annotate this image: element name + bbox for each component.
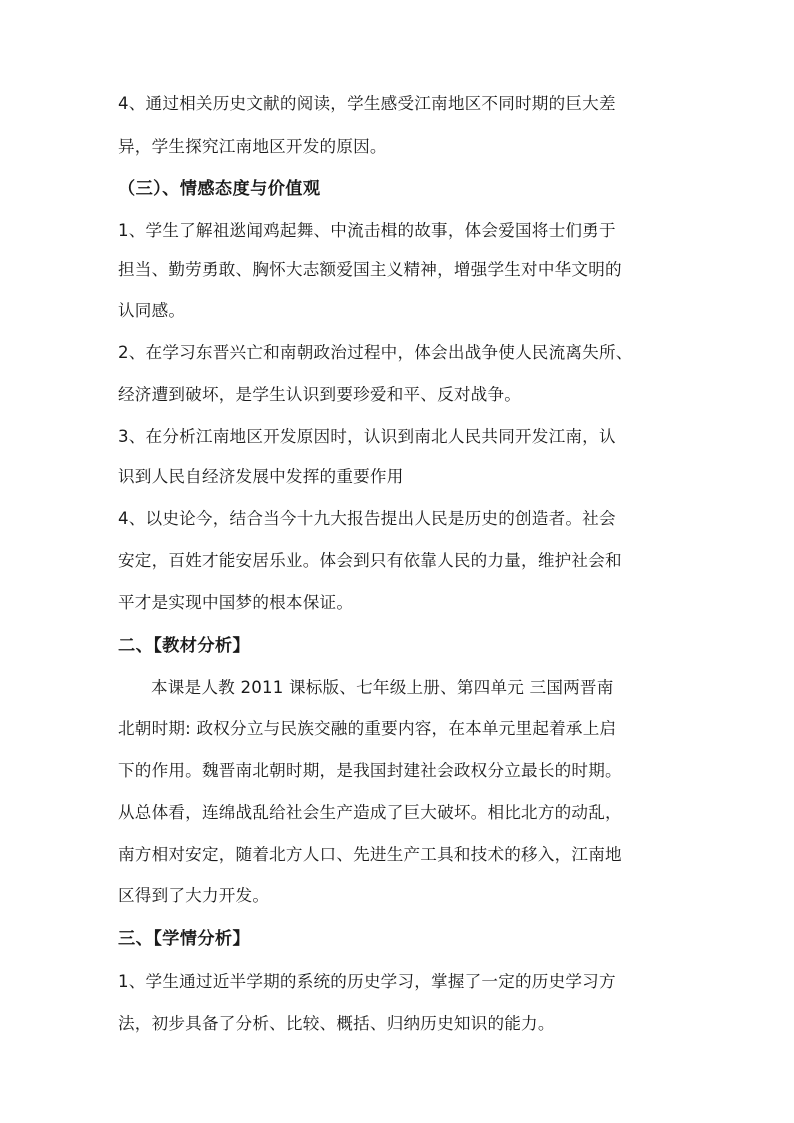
attitude-1-line-2: 担当、勤劳勇敢、胸怀大志额爱国主义精神，增强学生对中华文明的 <box>118 260 622 279</box>
attitude-4-line-3: 平才是实现中国梦的根本保证。 <box>118 593 354 612</box>
textbook-paragraph-line-2: 北朝时期: 政权分立与民族交融的重要内容，在本单元里起着承上启 <box>118 719 617 738</box>
textbook-paragraph-line-3: 下的作用。魏晋南北朝时期，是我国封建社会政权分立最长的时期。 <box>118 761 622 780</box>
attitude-1-line-3: 认同感。 <box>118 301 186 320</box>
attitude-2-line-1: 2、在学习东晋兴亡和南朝政治过程中，体会出战争使人民流离失所、 <box>118 343 633 362</box>
learner-analysis-heading: 三、【学情分析】 <box>118 929 251 949</box>
learner-1-line-1: 1、学生通过近半学期的系统的历史学习，掌握了一定的历史学习方 <box>118 972 616 991</box>
textbook-paragraph-line-5: 南方相对安定，随着北方人口、先进生产工具和技术的移入，江南地 <box>118 845 622 864</box>
objective-4-line-2: 异，学生探究江南地区开发的原因。 <box>118 137 387 156</box>
section-3-heading: （三）、情感态度与价值观 <box>118 179 321 199</box>
attitude-1-line-1: 1、学生了解祖逖闻鸡起舞、中流击楫的故事，体会爱国将士们勇于 <box>118 221 616 240</box>
textbook-analysis-heading: 二、【教材分析】 <box>118 636 251 656</box>
attitude-3-line-2: 识到人民自经济发展中发挥的重要作用 <box>118 467 404 486</box>
objective-4-line-1: 4、通过相关历史文献的阅读，学生感受江南地区不同时期的巨大差 <box>118 94 616 113</box>
attitude-2-line-2: 经济遭到破坏，是学生认识到要珍爱和平、反对战争。 <box>118 385 522 404</box>
textbook-paragraph-line-1: 本课是人教 2011 课标版、七年级上册、第四单元 三国两晋南 <box>151 678 614 697</box>
attitude-4-line-2: 安定，百姓才能安居乐业。体会到只有依靠人民的力量，维护社会和 <box>118 551 622 570</box>
attitude-3-line-1: 3、在分析江南地区开发原因时，认识到南北人民共同开发江南，认 <box>118 427 616 446</box>
textbook-paragraph-line-6: 区得到了大力开发。 <box>118 886 270 905</box>
textbook-paragraph-line-4: 从总体看，连绵战乱给社会生产造成了巨大破坏。相比北方的动乱， <box>118 803 622 822</box>
attitude-4-line-1: 4、以史论今，结合当今十九大报告提出人民是历史的创造者。社会 <box>118 509 616 528</box>
learner-1-line-2: 法，初步具备了分析、比较、概括、归纳历史知识的能力。 <box>118 1014 555 1033</box>
